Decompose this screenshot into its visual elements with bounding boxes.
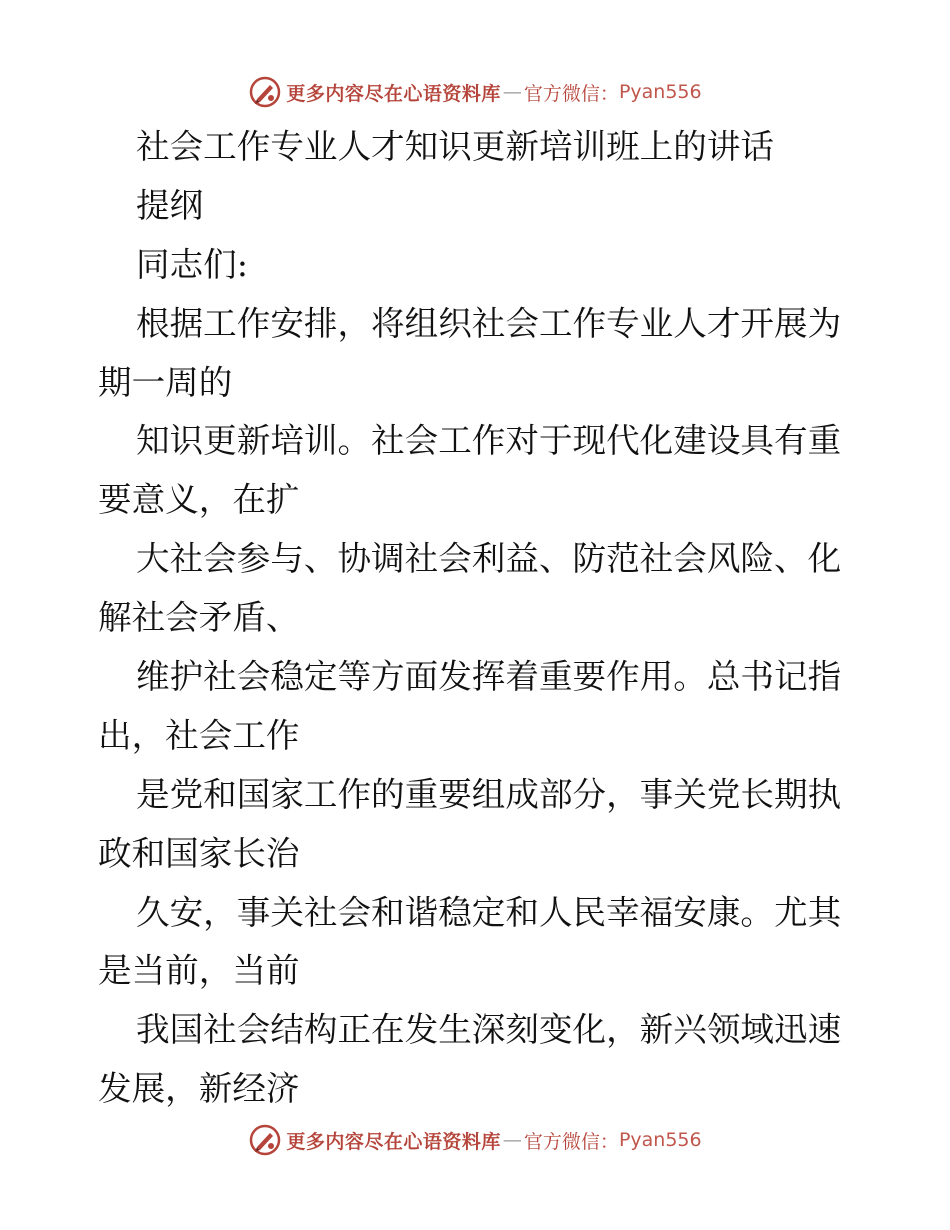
text-line: 久安，事关社会和谐稳定和人民幸福安康。尤其 bbox=[136, 892, 842, 932]
watermark-separator: — bbox=[502, 1129, 522, 1151]
watermark-separator: — bbox=[502, 81, 522, 103]
text-line: 大社会参与、协调社会利益、防范社会风险、化 bbox=[136, 539, 842, 579]
document-subtitle: 提纲 bbox=[136, 185, 204, 225]
text-line: 是当前，当前 bbox=[98, 951, 300, 991]
watermark-brand: 更多内容尽在心语资料库 bbox=[286, 1130, 501, 1153]
watermark-wechat-id: Pyan556 bbox=[618, 1129, 702, 1151]
text-line: 是党和国家工作的重要组成部分，事关党长期执 bbox=[136, 774, 842, 814]
watermark-footer bbox=[0, 1120, 950, 1160]
watermark-suffix: 官方微信： bbox=[523, 82, 619, 105]
watermark-header bbox=[0, 72, 950, 112]
text-line: 发展，新经济 bbox=[98, 1069, 300, 1109]
pen-logo-icon bbox=[248, 1123, 282, 1157]
document-title: 社会工作专业人才知识更新培训班上的讲话 bbox=[136, 127, 774, 166]
text-line: 出，社会工作 bbox=[98, 715, 300, 755]
watermark-suffix: 官方微信： bbox=[523, 1130, 619, 1153]
salutation: 同志们: bbox=[136, 244, 249, 284]
text-line: 解社会矛盾、 bbox=[98, 598, 300, 638]
text-line: 政和国家长治 bbox=[98, 833, 300, 873]
text-line: 要意义，在扩 bbox=[98, 480, 300, 520]
text-line: 期一周的 bbox=[98, 362, 233, 402]
document-body bbox=[98, 118, 858, 1119]
text-line: 维护社会稳定等方面发挥着重要作用。总书记指 bbox=[136, 657, 842, 697]
text-line: 我国社会结构正在发生深刻变化，新兴领域迅速 bbox=[136, 1010, 842, 1050]
text-line: 知识更新培训。社会工作对于现代化建设具有重 bbox=[136, 421, 842, 461]
text-line: 根据工作安排，将组织社会工作专业人才开展为 bbox=[136, 303, 842, 343]
watermark-wechat-id: Pyan556 bbox=[618, 81, 702, 103]
pen-logo-icon bbox=[248, 75, 282, 109]
watermark-brand: 更多内容尽在心语资料库 bbox=[286, 82, 501, 105]
